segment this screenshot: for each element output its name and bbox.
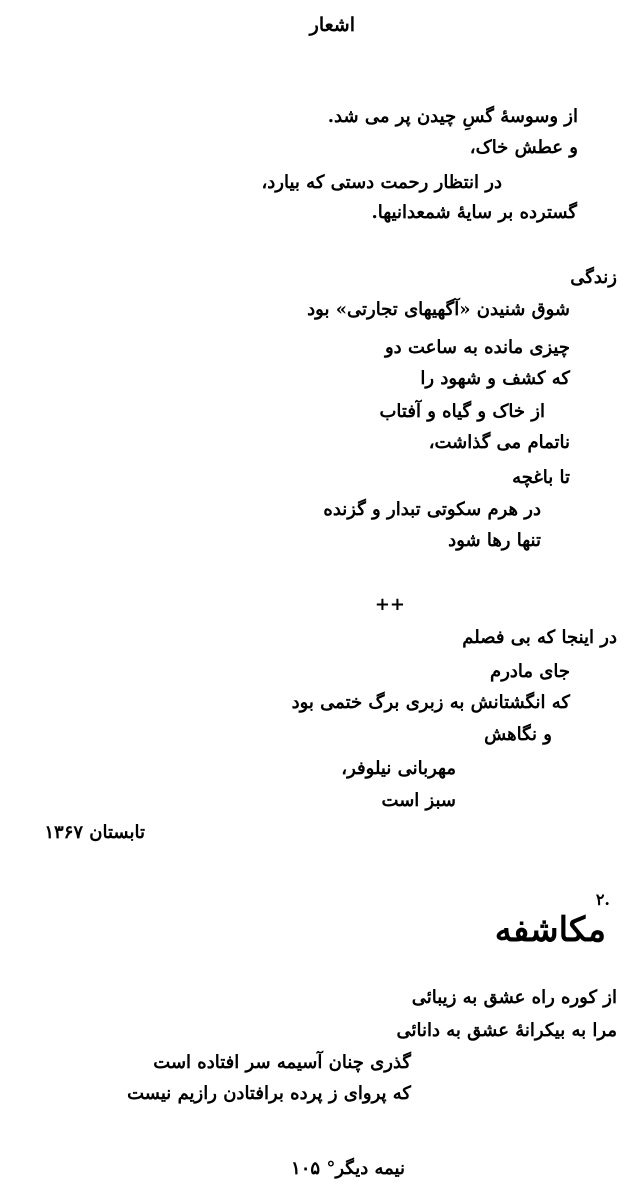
section-title: مکاشفه (494, 910, 606, 950)
section-separator: ++ (374, 594, 405, 615)
poem1-line-4: گسترده بر سایهٔ شمعدانیها. (371, 202, 577, 223)
poem2-line-2: شوق شنیدن «آگهیهای تجارتی» بود (307, 299, 570, 320)
poem1-line-3: در انتظار رحمت دستی که بیارد، (261, 172, 502, 193)
page-footer: نیمه دیگر° ۱۰۵ (291, 1158, 405, 1179)
poem3-line-6: سبز است (381, 790, 456, 811)
poem2-line-5: از خاک و گیاه و آفتاب (379, 401, 545, 422)
poem3-line-1: در اینجا که بی فصلم (462, 627, 617, 648)
section2-line-2: مرا به بیکرانهٔ عشق به دانائی (396, 1020, 617, 1041)
section2-line-4: که پروای ز پرده برافتادن رازیم نیست (127, 1083, 411, 1104)
poem3-line-5: مهربانی نیلوفر، (341, 758, 456, 779)
poem2-line-9: تنها رها شود (448, 530, 541, 551)
poem1-line-2: و عطش خاک، (469, 137, 578, 158)
poem3-line-2: جای مادرم (490, 661, 570, 682)
poem1-line-1: از وسوسهٔ گسِ چیدن پر می شد. (327, 106, 578, 127)
poem2-line-8: در هرم سکوتی تبدار و گزنده (323, 499, 541, 520)
poem-date: تابستان ۱۳۶۷ (44, 822, 145, 843)
poem3-line-3: که انگشتانش به زبری برگ ختمی بود (291, 692, 570, 713)
page-header: اشعار (309, 14, 355, 36)
poem3-line-4: و نگاهش (484, 724, 552, 745)
poem2-line-1: زندگی (570, 267, 617, 288)
poem2-line-4: که کشف و شهود را (420, 368, 570, 389)
poem2-line-6: ناتمام می گذاشت، (428, 432, 570, 453)
section-number: ۲. (595, 890, 610, 909)
poem2-line-3: چیزی مانده به ساعت دو (384, 337, 570, 358)
section2-line-1: از کوره راه عشق به زیبائی (411, 987, 617, 1008)
poem2-line-7: تا باغچه (512, 467, 570, 488)
section2-line-3: گذری چنان آسیمه سر افتاده است (153, 1052, 411, 1073)
